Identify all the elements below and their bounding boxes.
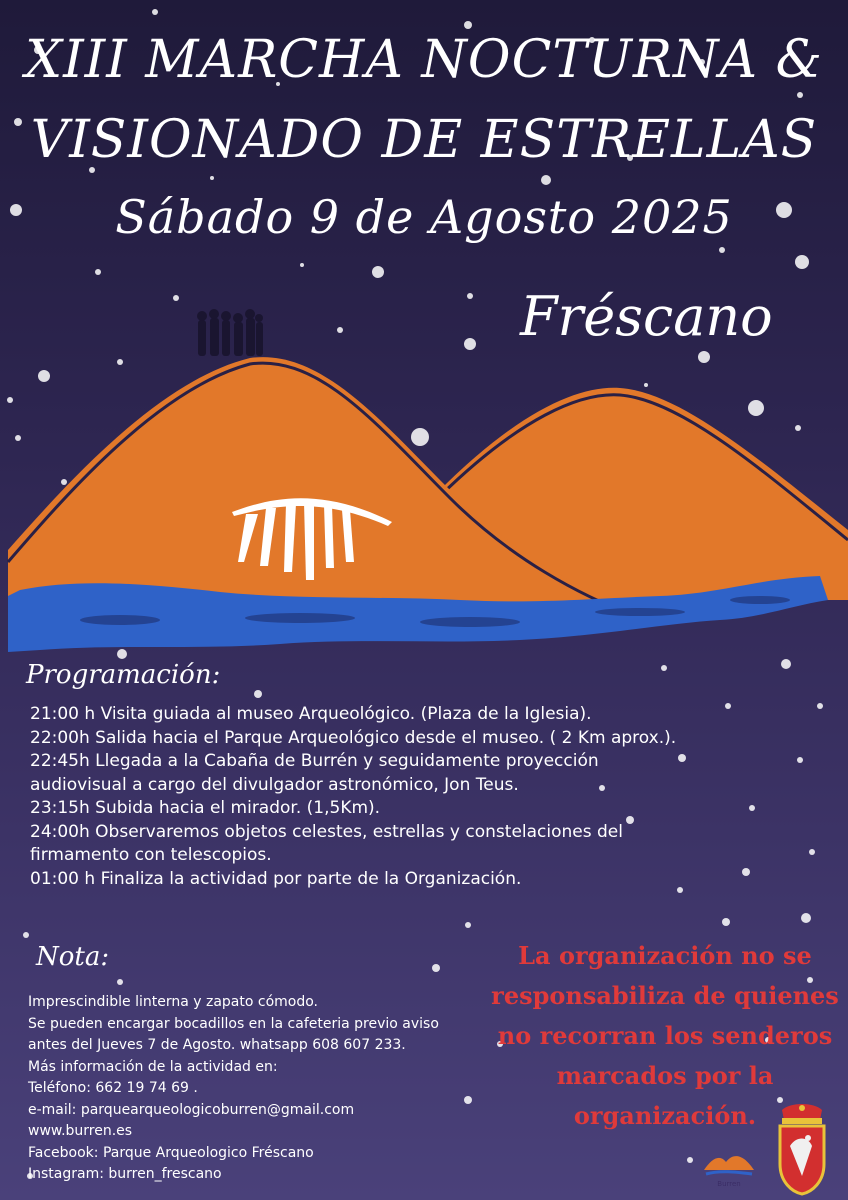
- burren-logo-text: Burren: [717, 1180, 741, 1188]
- title-line-1: XIII MARCHA NOCTURNA &: [25, 30, 823, 90]
- note-line: Imprescindible linterna y zapato cómodo.: [28, 994, 319, 1010]
- program-line: 22:00h Salida hacia el Parque Arqueológico desde el museo. ( 2 Km aprox.).: [30, 727, 677, 748]
- program-list: [30, 703, 750, 891]
- website-line: www.burren.es: [28, 1123, 133, 1139]
- program-line: 23:15h Subida hacia el mirador. (1,5Km).: [30, 798, 381, 818]
- disclaimer-line: no recorran los senderos: [497, 1021, 833, 1050]
- program-line: 01:00 h Finaliza la actividad por parte de la Organización.: [30, 868, 522, 889]
- phone-line: Teléfono: 662 19 74 69 .: [28, 1080, 198, 1096]
- note-line: Se pueden encargar bocadillos en la cafeteria previo aviso: [28, 1015, 439, 1032]
- mountain-illustration: [0, 300, 848, 660]
- disclaimer-line: responsabiliza de quienes: [491, 981, 839, 1010]
- mountain-logo-icon: [700, 1140, 758, 1190]
- disclaimer-line: La organización no se: [518, 941, 812, 970]
- program-line: 22:45h Llegada a la Cabaña de Burrén y seguidamente proyección: [30, 751, 599, 771]
- hikers-silhouette: [197, 309, 263, 356]
- email-line: e-mail: parquearqueologicoburren@gmail.com: [28, 1101, 355, 1118]
- instagram-line: Instagram: burren_frescano: [28, 1166, 222, 1182]
- nota-heading: Nota:: [36, 942, 110, 972]
- coat-of-arms-icon: [772, 1102, 832, 1196]
- disclaimer-line: organización.: [573, 1101, 757, 1130]
- programacion-heading: Programación:: [26, 660, 221, 690]
- program-line: audiovisual a cargo del divulgador astronómico, Jon Teus.: [30, 774, 519, 795]
- program-line: 24:00h Observaremos objetos celestes, estrellas y constelaciones del: [30, 821, 623, 842]
- program-line: firmamento con telescopios.: [30, 845, 272, 865]
- note-line: Más información de la actividad en:: [28, 1058, 278, 1075]
- note-line: antes del Jueves 7 de Agosto. whatsapp 608 607 233.: [28, 1037, 406, 1053]
- facebook-line: Facebook: Parque Arqueologico Fréscano: [28, 1144, 314, 1161]
- event-location: Fréscano: [520, 285, 773, 348]
- disclaimer-line: marcados por la: [556, 1061, 774, 1090]
- title-line-2: VISIONADO DE ESTRELLAS: [30, 110, 818, 170]
- event-date: Sábado 9 de Agosto 2025: [115, 190, 733, 244]
- program-line: 21:00 h Visita guiada al museo Arqueológico. (Plaza de la Iglesia).: [30, 704, 592, 724]
- notes-list: [28, 992, 488, 1186]
